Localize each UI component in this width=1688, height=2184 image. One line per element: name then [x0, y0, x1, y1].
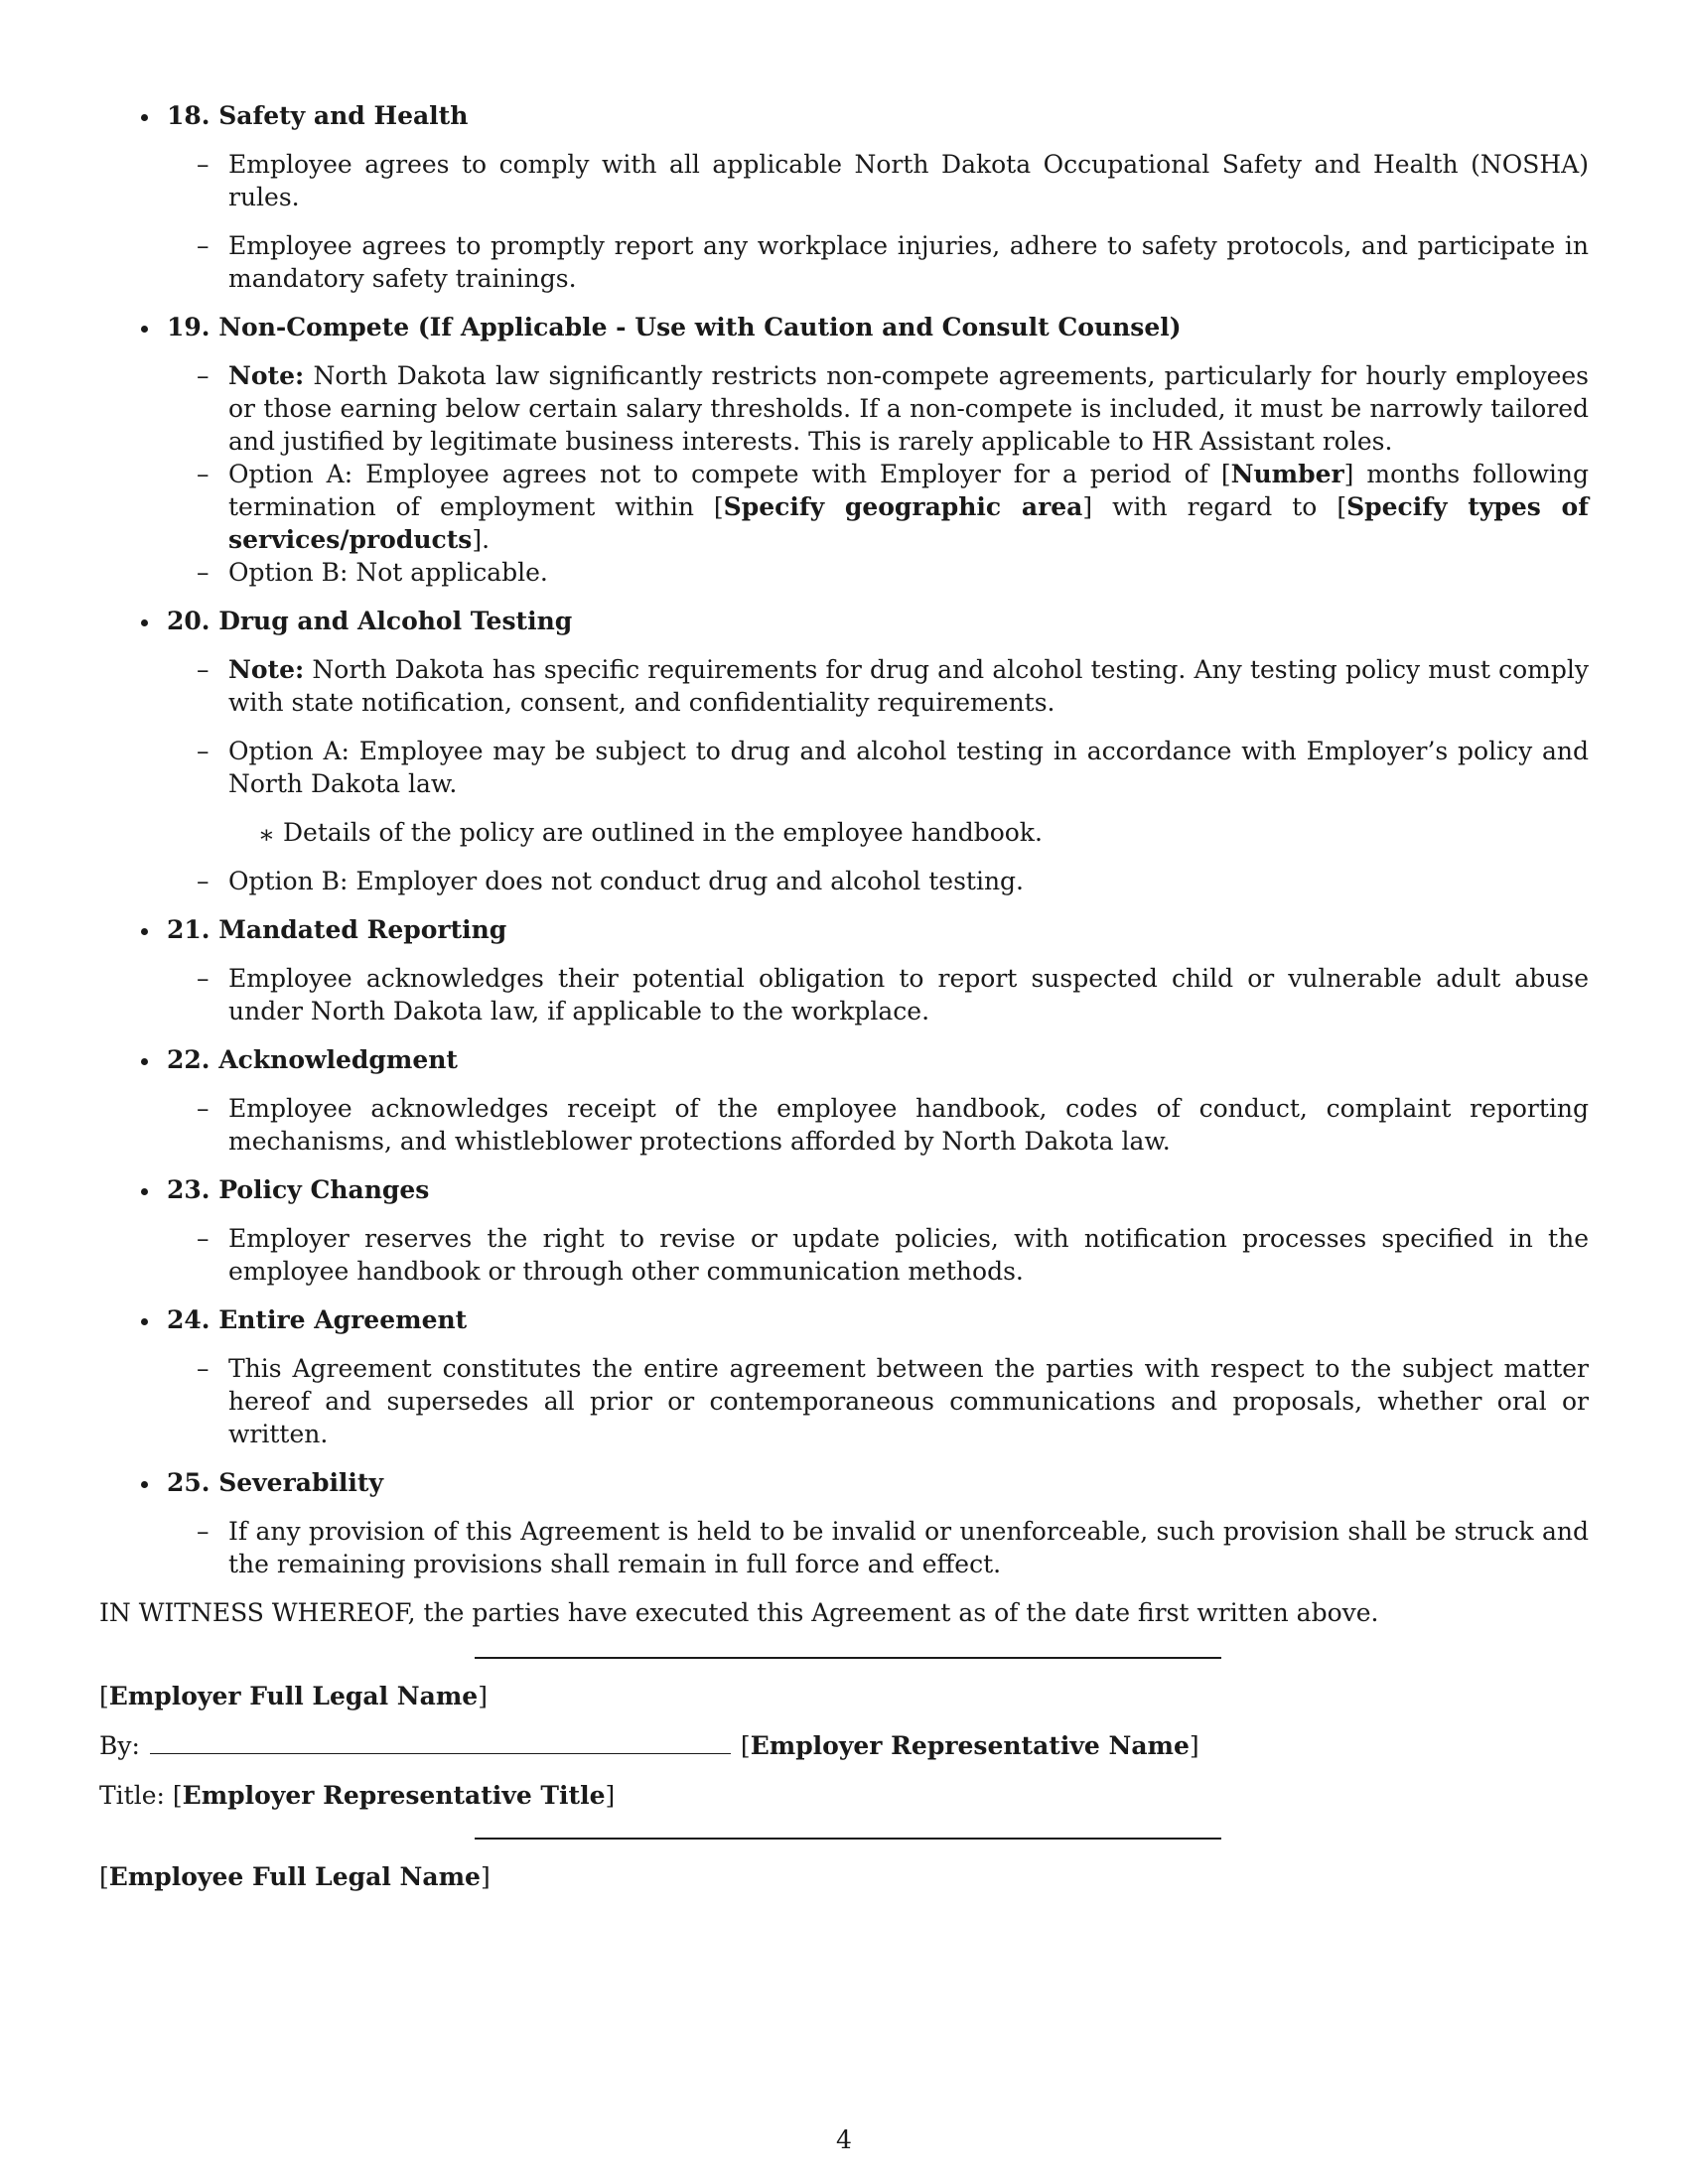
list-item: – Employee agrees to promptly report any workplace injuries, adhere to safety protocols, and participate in mandatory safety trainings. [197, 231, 1589, 293]
document-page [99, 99, 1589, 1893]
representative-signature-blank[interactable] [150, 1731, 731, 1754]
item-text: Option A: Employee agrees not to compete with Employer for a period of [ [228, 460, 1231, 488]
sub-list-item [167, 816, 1589, 849]
placeholder-field: Specify geographic area [723, 492, 1083, 521]
section-title: 22. Acknowledgment [167, 1045, 458, 1074]
note-label: Note: [228, 361, 305, 390]
item-text: ]. [472, 525, 491, 554]
employee-name-placeholder: Employee Full Legal Name [108, 1862, 481, 1891]
item-text: Employee agrees to promptly report any workplace injuries, adhere to safety protocols, and participate in mandatory safety trainings. [228, 231, 1589, 293]
representative-title-placeholder: Employer Representative Title [182, 1781, 606, 1810]
list-item: – Option B: Not applicable. [197, 558, 548, 587]
employer-name-placeholder: Employer Full Legal Name [108, 1682, 479, 1710]
section-title: 23. Policy Changes [167, 1175, 430, 1204]
item-text: North Dakota law significantly restricts non-compete agreements, particularly for hourly employees or those earning below certain salary thresholds. If a non-compete is included, it must be narrowly tailored and justified by legitimate business interests. This is rarely applicable to HR Assistant roles. [228, 361, 1589, 456]
item-text: Employee acknowledges receipt of the employee handbook, codes of conduct, complaint reporting mechanisms, and whistleblower protections afforded by North Dakota law. [228, 1094, 1589, 1156]
item-text: Employee acknowledges their potential obligation to report suspected child or vulnerable adult abuse under North Dakota law, if applicable to the workplace. [228, 964, 1589, 1025]
employer-name: [Employer Full Legal Name] [99, 1682, 488, 1710]
item-text: This Agreement constitutes the entire agreement between the parties with respect to the subject matter hereof and supersedes all prior or contemporaneous communications and proposals, whether oral or written. [228, 1354, 1589, 1448]
item-text: ] months following termination of employment within [ [228, 460, 1590, 521]
placeholder-field: Specify types of services/products [228, 492, 1589, 554]
by-row [99, 1729, 1589, 1762]
placeholder-field: Number [1230, 460, 1344, 488]
item-text: Option A: Employee may be subject to drug and alcohol testing in accordance with Employer’s policy and North Dakota law. [228, 737, 1589, 798]
section-25 [99, 1466, 1589, 1580]
list-item: – Option A: Employee may be subject to drug and alcohol testing in accordance with Employer’s policy and North Dakota law. [197, 737, 1589, 798]
item-text: Option B: Not applicable. [228, 558, 548, 587]
section-title: 25. Severability [167, 1468, 384, 1497]
item-text: Details of the policy are outlined in the employee handbook. [283, 818, 1043, 847]
section-23 [99, 1173, 1589, 1288]
list-item: – Employee agrees to comply with all applicable North Dakota Occupational Safety and Health (NOSHA) rules. [197, 150, 1589, 211]
note-label: Note: [228, 655, 305, 684]
list-item: – Option B: Employer does not conduct drug and alcohol testing. [197, 867, 1025, 895]
representative-name: [Employer Representative Name] [740, 1731, 1199, 1760]
employee-signature-line[interactable] [475, 1838, 1221, 1840]
section-18 [99, 99, 1589, 295]
item-text: Employer reserves the right to revise or update policies, with notification processes specified in the employee handbook or through other communication methods. [228, 1224, 1589, 1286]
by-label: By: [99, 1731, 140, 1760]
list-item: – This Agreement constitutes the entire agreement between the parties with respect to the subject matter hereof and supersedes all prior or contemporaneous communications and proposals, whether oral or written. [197, 1354, 1589, 1448]
section-20 [99, 605, 1589, 897]
list-item: – Employer reserves the right to revise or update policies, with notification processes specified in the employee handbook or through other communication methods. [197, 1224, 1589, 1286]
list-item: – Employee acknowledges receipt of the employee handbook, codes of conduct, complaint reporting mechanisms, and whistleblower protections afforded by North Dakota law. [197, 1094, 1589, 1156]
witness-clause: IN WITNESS WHEREOF, the parties have executed this Agreement as of the date first written above. [99, 1598, 1379, 1627]
section-title: 18. Safety and Health [167, 101, 469, 130]
employer-signature-line[interactable] [475, 1657, 1221, 1659]
list-item: – If any provision of this Agreement is held to be invalid or unenforceable, such provision shall be struck and the remaining provisions shall remain in full force and effect. [197, 1517, 1589, 1578]
representative-name-placeholder: Employer Representative Name [750, 1731, 1190, 1760]
section-title: 21. Mandated Reporting [167, 915, 507, 944]
section-title: 19. Non-Compete (If Applicable - Use with Caution and Consult Counsel) [167, 313, 1182, 341]
item-text: ] with regard to [ [1082, 492, 1347, 521]
item-text: Employee agrees to comply with all applicable North Dakota Occupational Safety and Health (NOSHA) rules. [228, 150, 1589, 211]
page-number: 4 [836, 2125, 852, 2154]
section-title: 20. Drug and Alcohol Testing [167, 607, 573, 635]
title-label: Title: [99, 1781, 165, 1810]
employee-name: [Employee Full Legal Name] [99, 1862, 491, 1891]
section-24 [99, 1303, 1589, 1450]
item-text: If any provision of this Agreement is held to be invalid or unenforceable, such provision shall be struck and the remaining provisions shall remain in full force and effect. [228, 1517, 1589, 1578]
list-item: – Employee acknowledges their potential obligation to report suspected child or vulnerable adult abuse under North Dakota law, if applicable to the workplace. [197, 964, 1589, 1025]
section-19 [99, 311, 1589, 589]
list-item: – Note: North Dakota has specific requirements for drug and alcohol testing. Any testing policy must comply with state notification, consent, and confidentiality requirements. [197, 655, 1589, 717]
section-title: 24. Entire Agreement [167, 1305, 468, 1334]
asterisk-bullet-icon: ∗ [258, 820, 275, 849]
item-text: North Dakota has specific requirements for drug and alcohol testing. Any testing policy must comply with state notification, consent, and confidentiality requirements. [228, 655, 1589, 717]
item-text: Option B: Employer does not conduct drug and alcohol testing. [228, 867, 1025, 895]
title-row: Title: [Employer Representative Title] [99, 1781, 616, 1810]
section-21 [99, 913, 1589, 1027]
list-item: – Option A: Employee agrees not to compete with Employer for a period of [Number] months following termination of employment within [Specify geographic area] with regard to [Specify types of services/products]. [197, 460, 1590, 554]
section-22 [99, 1043, 1589, 1158]
list-item: – Note: North Dakota law significantly restricts non-compete agreements, particularly for hourly employees or those earning below certain salary thresholds. If a non-compete is included, it must be narrowly tailored and justified by legitimate business interests. This is rarely applicable to HR Assistant roles. [197, 361, 1589, 456]
